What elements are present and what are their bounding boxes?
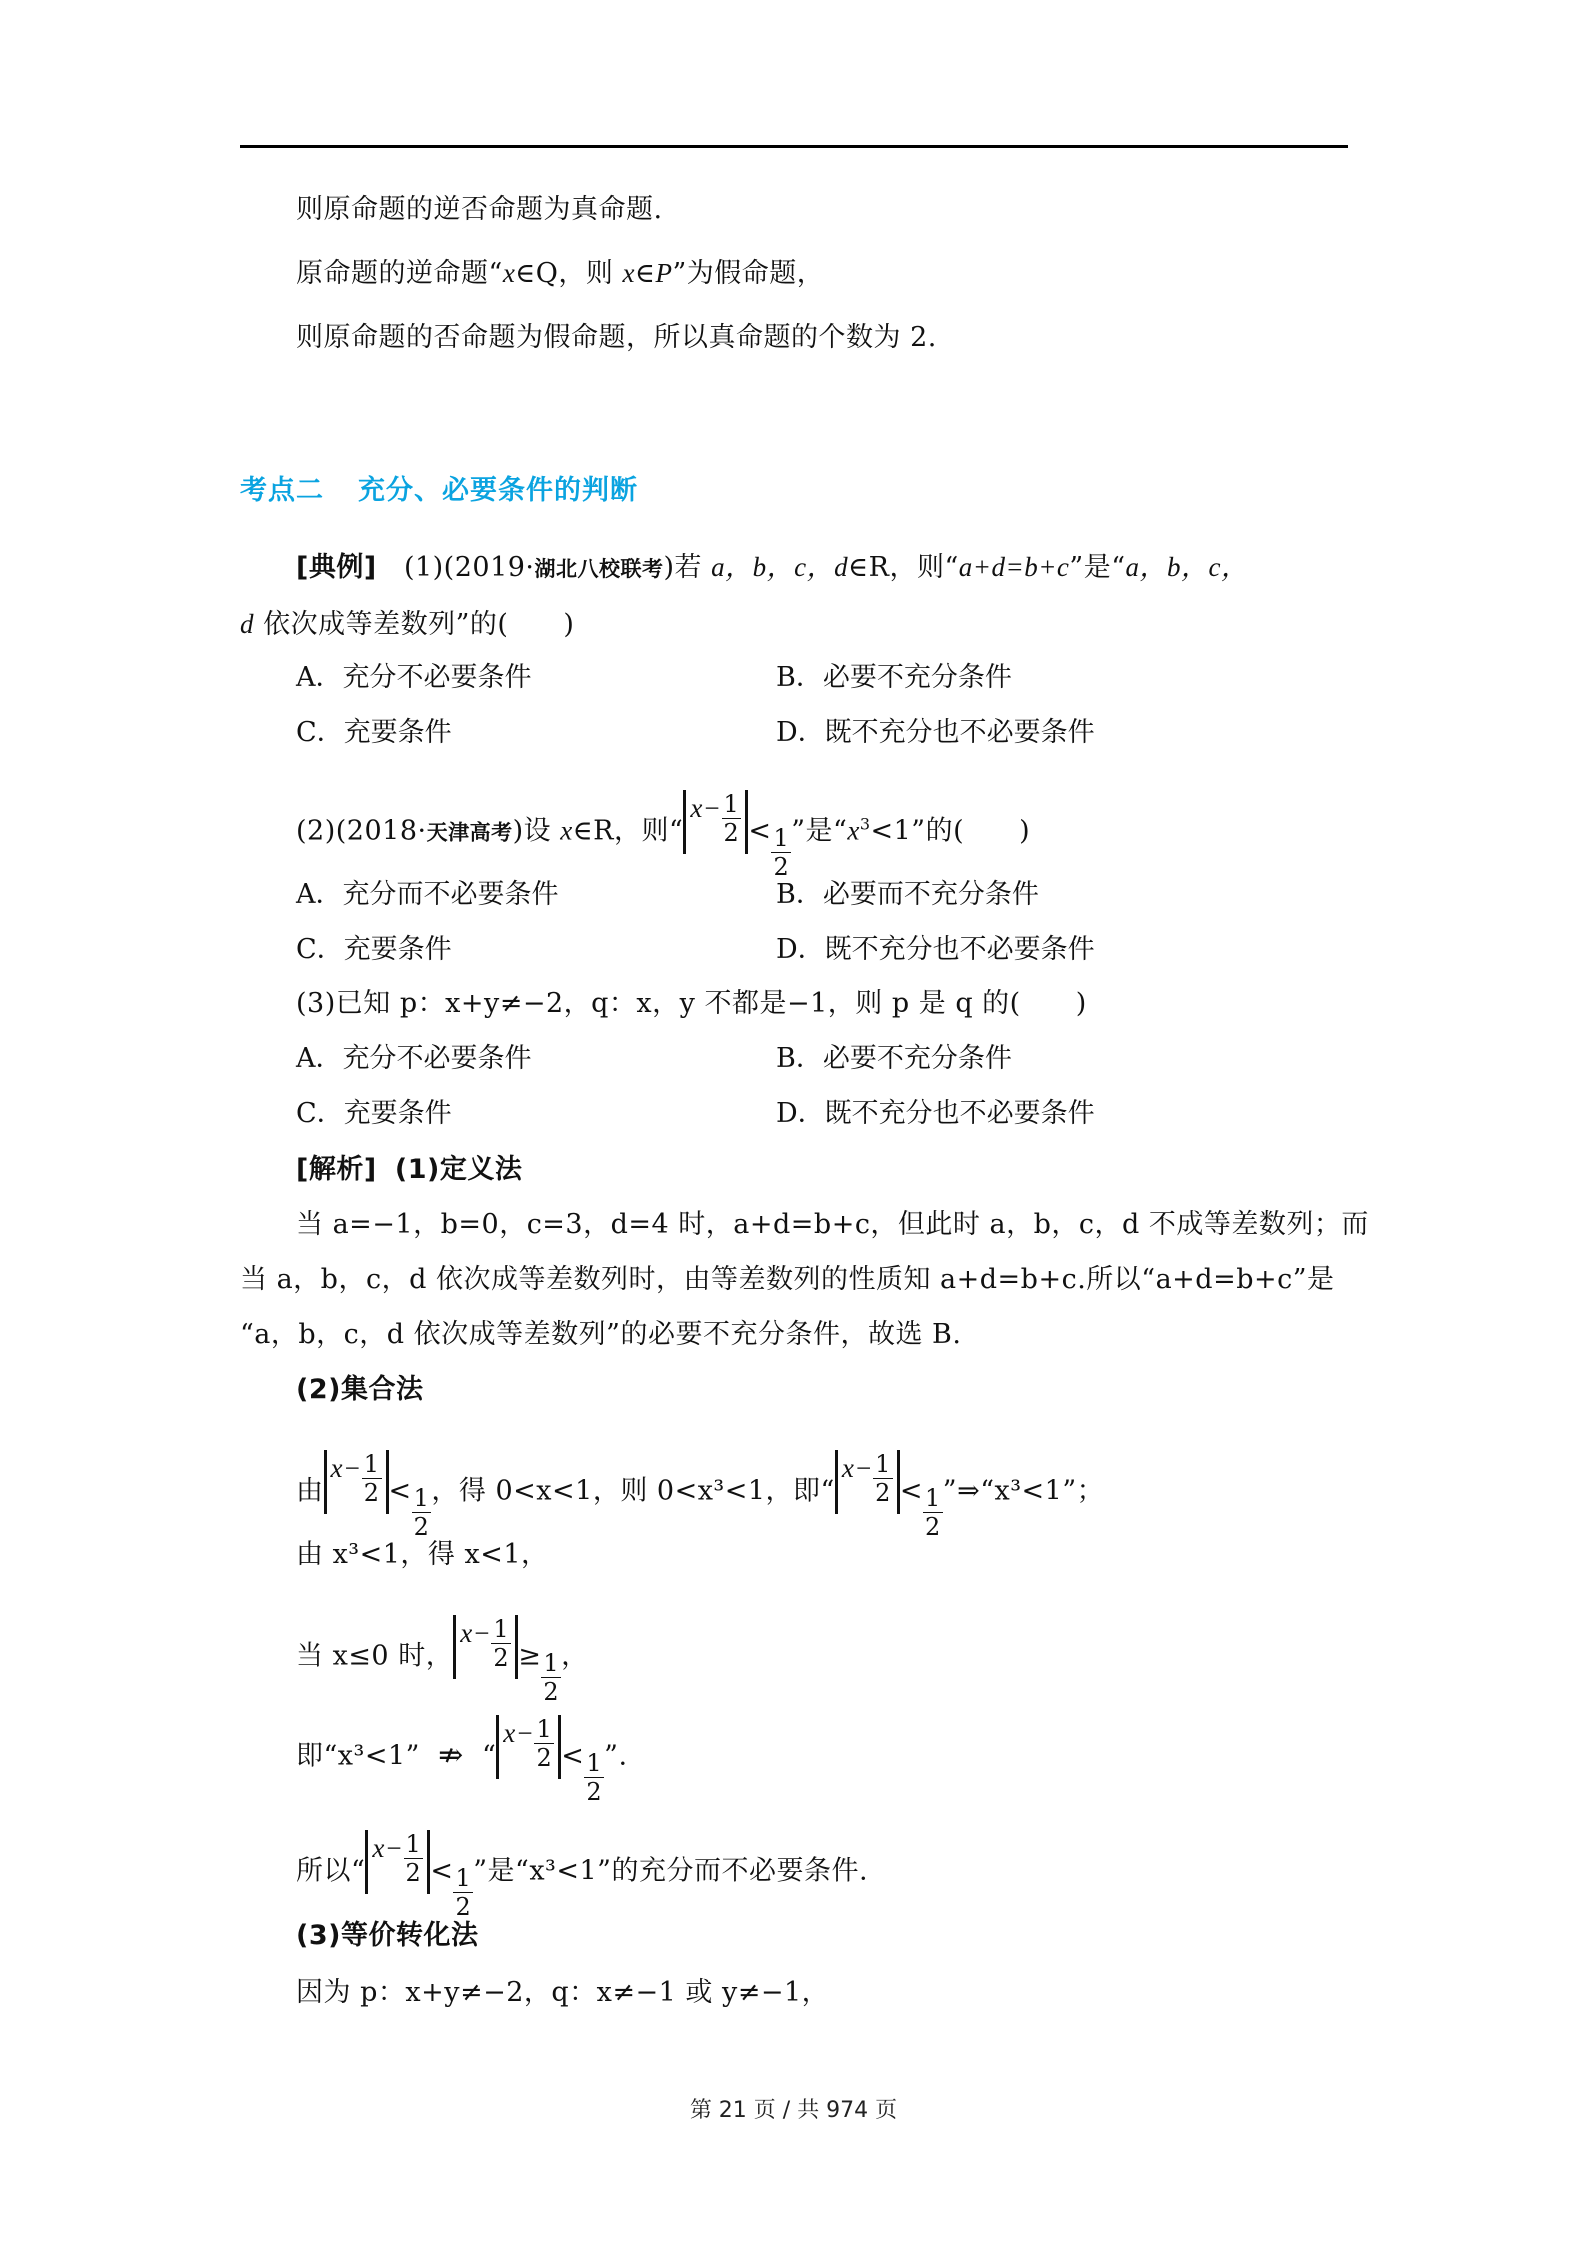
analysis-tag: [解析] (296, 1154, 377, 1185)
prev-solution-line-3: 则原命题的否命题为假命题，所以真命题的个数为 2. (296, 322, 937, 353)
q2-option-b: B．必要而不充分条件 (776, 879, 1039, 910)
section-title: 充分、必要条件的判断 (358, 475, 638, 506)
analysis-line: 因为 p：x+y≠−2，q：x≠−1 或 y≠−1， (296, 1977, 830, 2008)
section-heading (240, 468, 638, 507)
example-tag: [典例] (296, 552, 377, 583)
source-tag: 天津高考 (426, 820, 513, 845)
analysis-line: 由 x³<1，得 x<1， (296, 1539, 549, 1570)
page-footer: 第 21 页 / 共 974 页 (689, 2098, 898, 2123)
example-q2-line: (2)(2018·天津高考)设 x∈R，则“ x− $\frac{1}{2}$ < $\frac{1}{2}$ ”是“$x^3<1$”的( ) (296, 790, 1031, 881)
not-implies-icon: ⇏ (438, 1737, 464, 1773)
q1-option-d: D．既不充分也不必要条件 (776, 717, 1095, 748)
q1-option-b: B．必要不充分条件 (776, 662, 1012, 693)
q3-option-b: B．必要不充分条件 (776, 1043, 1012, 1074)
source-tag: 湖北八校联考 (534, 557, 664, 581)
analysis-line: 即“x³<1” ⇏ “ x− $\frac{1}{2}$ < $\frac{1}{2}$ ”. (296, 1715, 628, 1806)
analysis-line: 由 x− $\frac{1}{2}$ < $\frac{1}{2}$ ，得 0<x<1，则 0<x³<1，即“ x− $\frac{1}{2}$ < $\frac{1}{2}$ ”⇒“x³<1”； (296, 1450, 1105, 1541)
q3-option-a: A．充分不必要条件 (296, 1043, 532, 1074)
analysis-method-3-title: (3)等价转化法 (296, 1920, 479, 1951)
q2-option-a: A．充分而不必要条件 (296, 879, 559, 910)
example-q1-line-2: d 依次成等差数列”的( ) (240, 609, 575, 640)
analysis-line: 所以“ x− $\frac{1}{2}$ < $\frac{1}{2}$ ”是“x³<1”的充分而不必要条件. (296, 1830, 869, 1921)
analysis-method-1-title: [解析] (1)定义法 (296, 1154, 523, 1185)
analysis-line: “a，b，c，d 依次成等差数列”的必要不充分条件，故选 B. (240, 1319, 962, 1350)
prev-solution-line-1: 则原命题的逆否命题为真命题. (296, 194, 663, 225)
prev-solution-line-2: 原命题的逆命题“x∈Q，则 x∈P”为假命题， (296, 258, 825, 289)
analysis-method-2-title: (2)集合法 (296, 1374, 424, 1405)
example-q3-line: (3)已知 p：x+y≠−2，q：x，y 不都是−1，则 p 是 q 的( ) (296, 988, 1087, 1019)
q2-option-c: C．充要条件 (296, 934, 452, 965)
q3-option-c: C．充要条件 (296, 1098, 452, 1129)
header-rule (240, 145, 1348, 148)
abs-expression: x− $\frac{1}{2}$ (683, 790, 748, 854)
q1-option-a: A．充分不必要条件 (296, 662, 532, 693)
section-label: 考点二 (240, 475, 324, 506)
analysis-line: 当 x≤0 时， x− $\frac{1}{2}$ ≥ $\frac{1}{2}$ ， (296, 1615, 589, 1706)
q2-option-d: D．既不充分也不必要条件 (776, 934, 1095, 965)
q1-option-c: C．充要条件 (296, 717, 452, 748)
q3-option-d: D．既不充分也不必要条件 (776, 1098, 1095, 1129)
analysis-line: 当 a=−1，b=0，c=3，d=4 时，a+d=b+c，但此时 a，b，c，d 不成等差数列；而 (296, 1209, 1369, 1240)
analysis-line: 当 a，b，c，d 依次成等差数列时，由等差数列的性质知 a+d=b+c.所以“a+d=b+c”是 (240, 1264, 1335, 1295)
example-q1-line-1: [典例] (1)(2019·湖北八校联考)若 a，b，c，d∈R，则“a+d=b+c”是“a，b，c， (296, 552, 1249, 583)
